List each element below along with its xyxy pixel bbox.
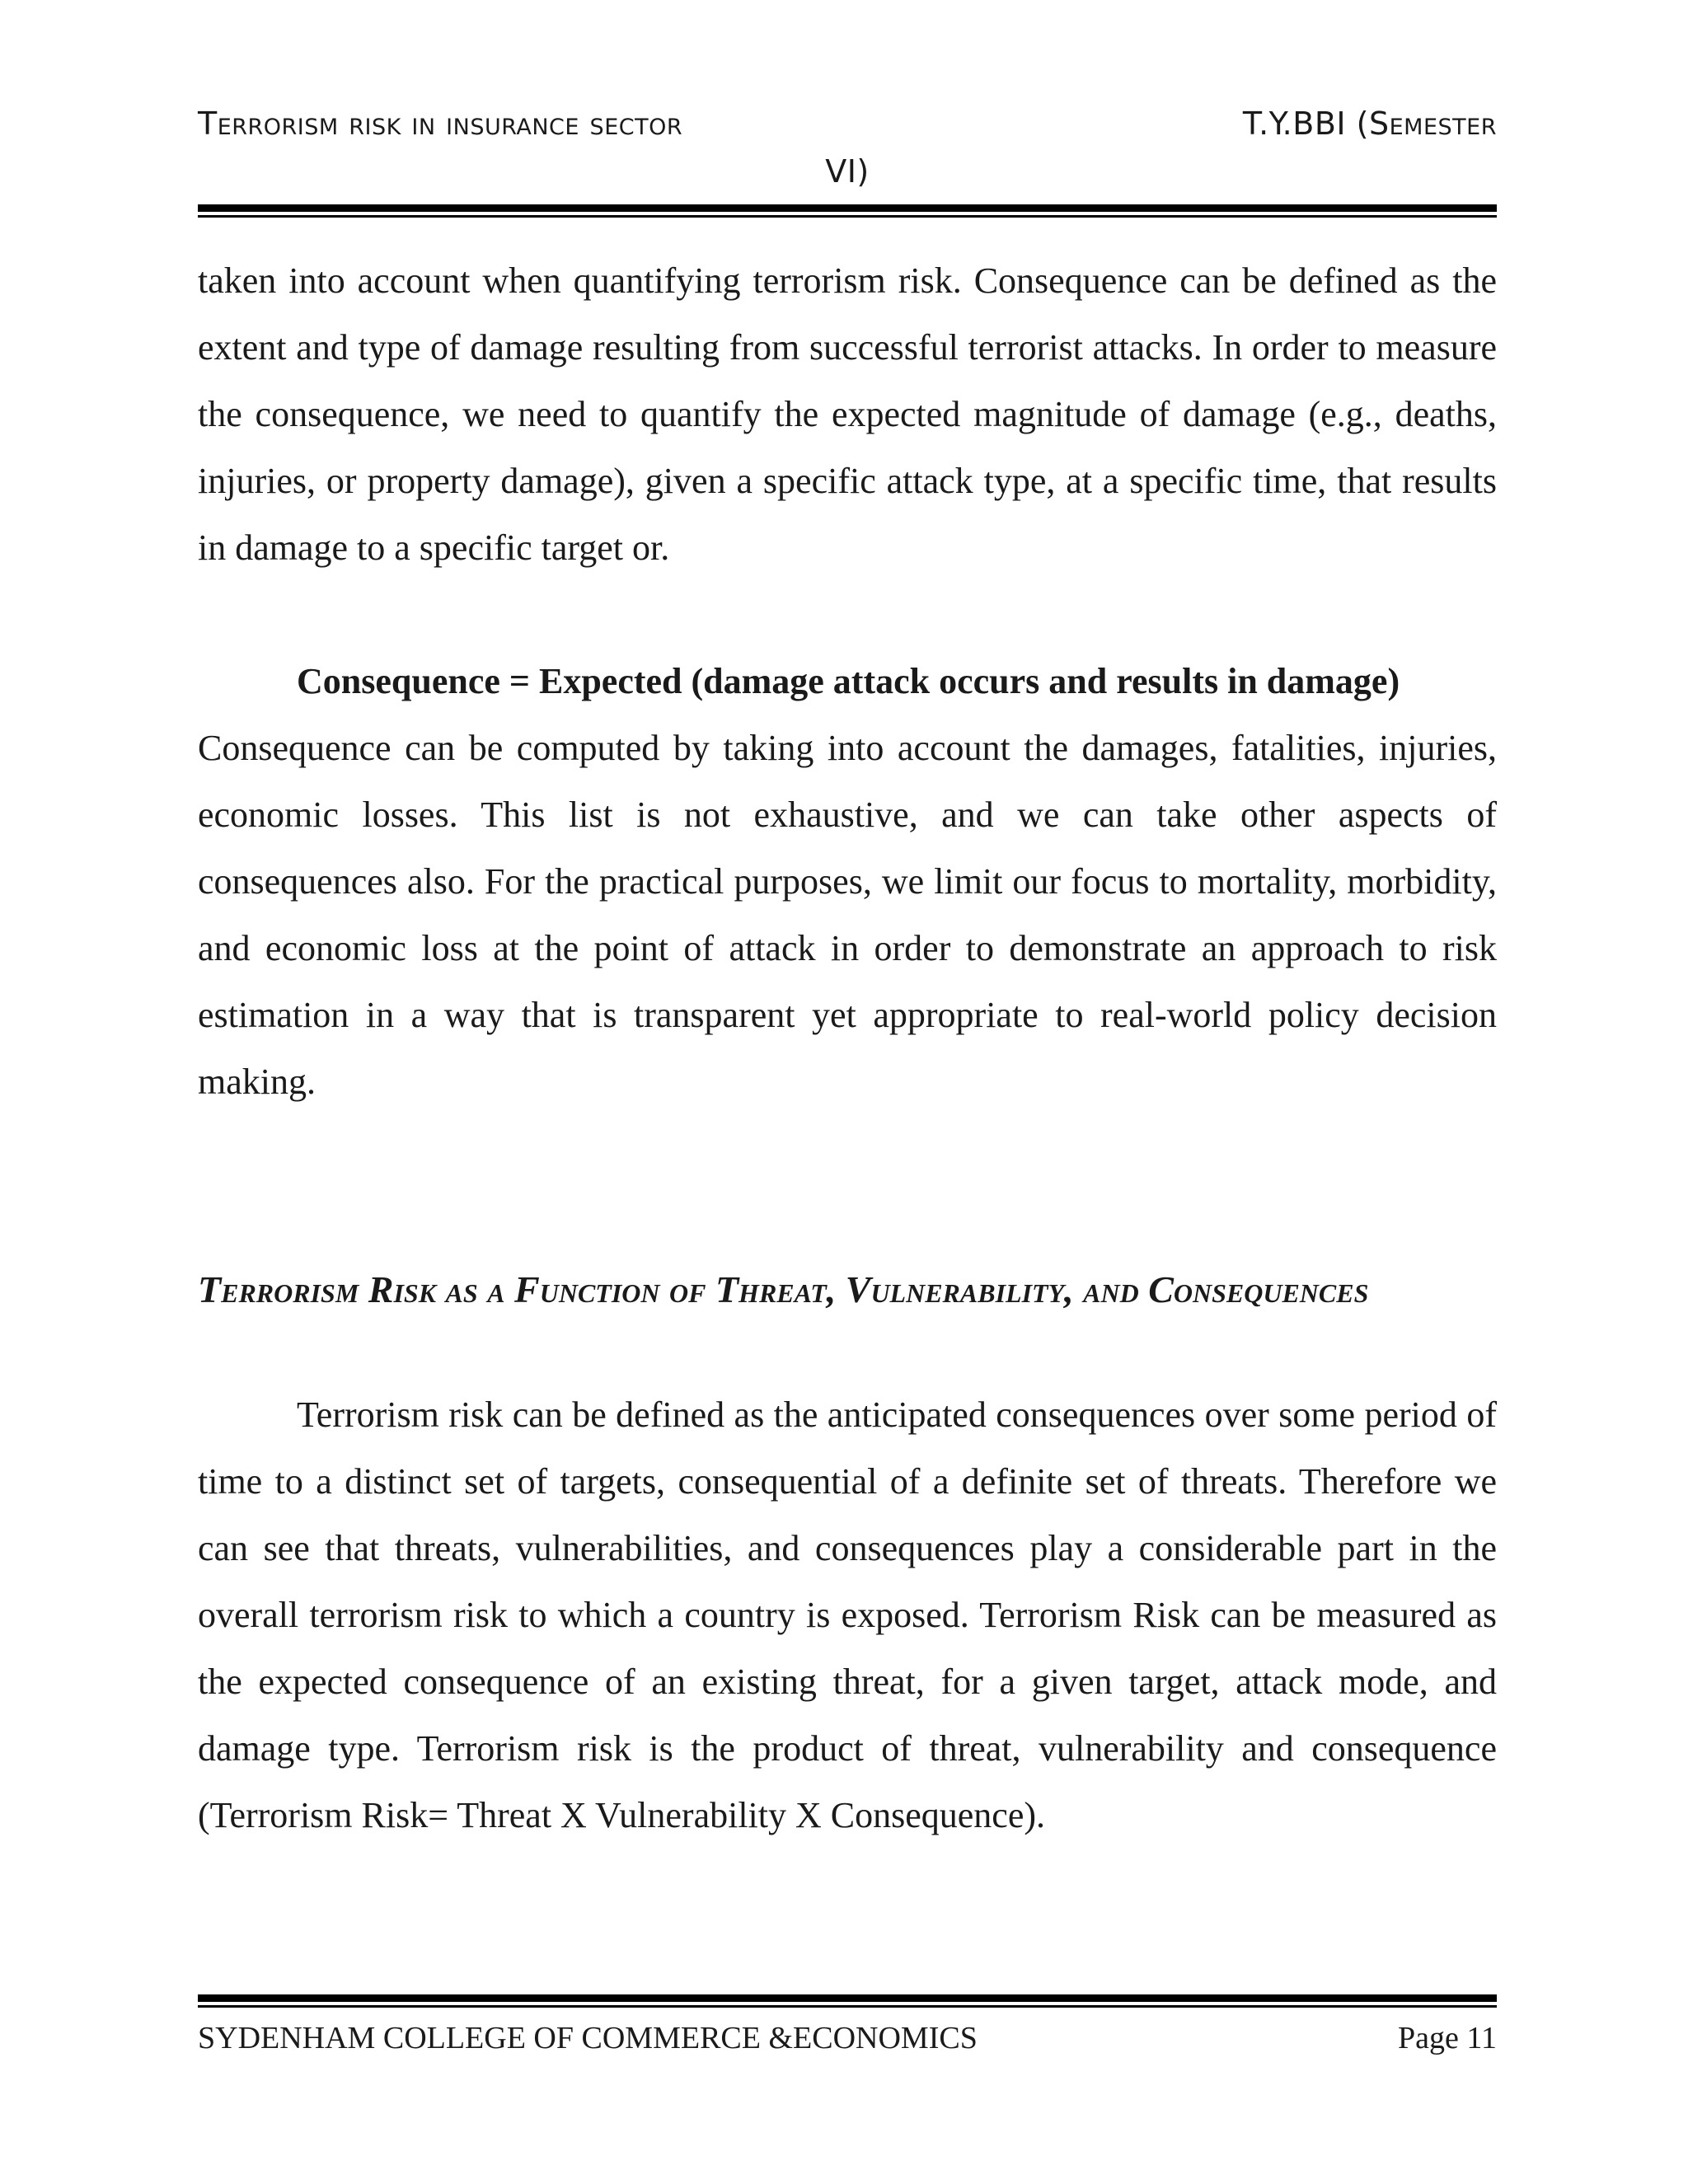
section-heading: Terrorism Risk as a Function of Threat, Vulnerability, and Consequences <box>198 1268 1369 1310</box>
footer-college: SYDENHAM COLLEGE OF COMMERCE &ECONOMICS <box>198 2021 978 2055</box>
consequence-formula: Consequence = Expected (damage attack occurs and results in damage) <box>297 661 1400 701</box>
header-rule-thick <box>198 204 1497 212</box>
header-title: Terrorism risk in insurance sector <box>198 105 683 142</box>
header-course-wrap: VI) <box>825 153 870 190</box>
paragraph-consequence-computation: Consequence can be computed by taking into account the damages, fatalities, injuries, economic losses. This list is not exhaustive, and we can take other aspects of consequences also. For the practical purposes, we limit our focus to mortality, morbidity, and economic loss at the point of attack in order to demonstrate an approach to risk estimation in a way that is transparent yet appropriate to real-world policy decision making. <box>198 728 1497 1102</box>
footer-rule-thick <box>198 1994 1497 2002</box>
header-rule-thin <box>198 215 1497 218</box>
footer-rule-thin <box>198 2005 1497 2008</box>
page-header <box>198 105 1497 204</box>
page-body <box>198 247 1497 1849</box>
header-course: T.Y.BBI (Semester <box>1242 105 1497 142</box>
page-number: Page 11 <box>1398 2021 1497 2055</box>
paragraph-terrorism-risk: Terrorism risk can be defined as the anticipated consequences over some period of time to a distinct set of targets, consequential of a definite set of threats. Therefore we can see that threats, vulnerabilities, and consequences play a considerable part in the overall terrorism risk to which a country is exposed. Terrorism Risk can be measured as the expected consequence of an existing threat, for a given target, attack mode, and damage type. Terrorism risk is the product of threat, vulnerability and consequence (Terrorism Risk= Threat X Vulnerability X Consequence). <box>198 1394 1497 1835</box>
paragraph-consequence-definition: taken into account when quantifying terrorism risk. Consequence can be defined as the extent and type of damage resulting from successful terrorist attacks. In order to measure the consequence, we need to quantify the expected magnitude of damage (e.g., deaths, injuries, or property damage), given a specific attack type, at a specific time, that results in damage to a specific target or. <box>198 260 1497 568</box>
